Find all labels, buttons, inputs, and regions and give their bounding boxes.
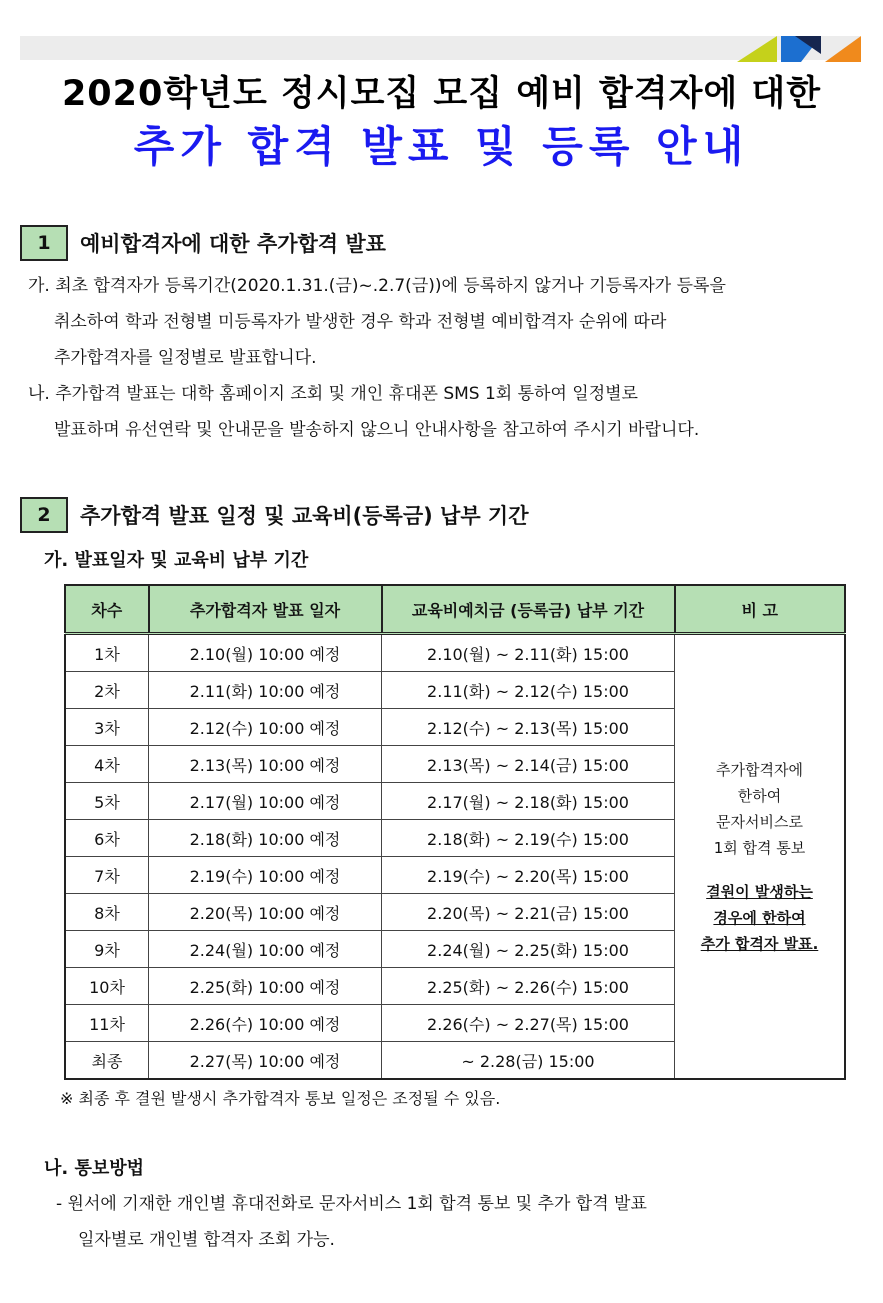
- remarks-line: 1회 합격 통보: [713, 838, 806, 857]
- para-b-line: 나. 추가합격 발표는 대학 홈페이지 조회 및 개인 휴대폰 SMS 1회 통하여 일정별로: [28, 384, 638, 404]
- para-a-line: 가. 최초 합격자가 등록기간(2020.1.31.(금)~.2.7(금))에 등록하지 않거나 기등록자가 등록을: [28, 276, 726, 296]
- remarks-spacer: [675, 861, 844, 879]
- cell-payment-period: ~ 2.28(금) 15:00: [382, 1042, 675, 1080]
- section1-paragraph-a: [28, 268, 873, 376]
- subsection-a-title: 가. 발표일자 및 교육비 납부 기간: [44, 550, 309, 571]
- cell-announce-date: 2.25(화) 10:00 예정: [149, 968, 382, 1005]
- cell-payment-period: 2.24(월) ~ 2.25(화) 15:00: [382, 931, 675, 968]
- method-line: 일자별로 개인별 합격자 조회 가능.: [78, 1230, 335, 1250]
- section2-heading: [20, 497, 529, 533]
- remarks-emphasis-line: 결원이 발생하는: [706, 882, 813, 901]
- cell-payment-period: 2.18(화) ~ 2.19(수) 15:00: [382, 820, 675, 857]
- cell-payment-period: 2.13(목) ~ 2.14(금) 15:00: [382, 746, 675, 783]
- cell-announce-date: 2.11(화) 10:00 예정: [149, 672, 382, 709]
- cell-round: 4차: [65, 746, 149, 783]
- section1-paragraph-b: [28, 376, 873, 448]
- cell-round: 8차: [65, 894, 149, 931]
- remarks-emphasis-wrap: [675, 931, 844, 957]
- header-bar: [20, 36, 860, 60]
- para-a-line: 취소하여 학과 전형별 미등록자가 발생한 경우 학과 전형별 예비합격자 순위에 따라: [54, 312, 667, 332]
- table-row: [65, 634, 845, 672]
- cell-payment-period: 2.10(월) ~ 2.11(화) 15:00: [382, 634, 675, 672]
- cell-payment-period: 2.19(수) ~ 2.20(목) 15:00: [382, 857, 675, 894]
- section1-title: 예비합격자에 대한 추가합격 발표: [80, 232, 386, 256]
- cell-announce-date: 2.19(수) 10:00 예정: [149, 857, 382, 894]
- col-header-payment-period: 교육비예치금 (등록금) 납부 기간: [382, 585, 675, 634]
- cell-announce-date: 2.20(목) 10:00 예정: [149, 894, 382, 931]
- method-line: - 원서에 기재한 개인별 휴대전화로 문자서비스 1회 합격 통보 및 추가 합격 발표: [56, 1194, 647, 1214]
- col-header-remarks: 비 고: [675, 585, 846, 634]
- remarks-line: 한하여: [737, 786, 782, 805]
- cell-round: 9차: [65, 931, 149, 968]
- cell-payment-period: 2.26(수) ~ 2.27(목) 15:00: [382, 1005, 675, 1042]
- col-header-announce-date: 추가합격자 발표 일자: [149, 585, 382, 634]
- remarks-emphasis-line: 경우에 한하여: [713, 908, 806, 927]
- subsection-b-title: 나. 통보방법: [44, 1158, 145, 1179]
- para-b-line: 발표하며 유선연락 및 안내문을 발송하지 않으니 안내사항을 참고하여 주시기 바랍니다.: [54, 420, 700, 440]
- cell-round: 2차: [65, 672, 149, 709]
- page-title-line1: 2020학년도 정시모집 모집 예비 합격자에 대한: [61, 74, 822, 114]
- cell-announce-date: 2.13(목) 10:00 예정: [149, 746, 382, 783]
- cell-announce-date: 2.24(월) 10:00 예정: [149, 931, 382, 968]
- page-title-line2: 추가 합격 발표 및 등록 안내: [133, 122, 750, 171]
- cell-round: 10차: [65, 968, 149, 1005]
- schedule-footnote: ※ 최종 후 결원 발생시 추가합격자 통보 일정은 조정될 수 있음.: [60, 1089, 501, 1108]
- cell-round: 최종: [65, 1042, 149, 1080]
- cell-payment-period: 2.17(월) ~ 2.18(화) 15:00: [382, 783, 675, 820]
- notification-method: [56, 1186, 871, 1258]
- cell-payment-period: 2.11(화) ~ 2.12(수) 15:00: [382, 672, 675, 709]
- section1-number: 1: [20, 225, 68, 261]
- cell-round: 6차: [65, 820, 149, 857]
- cell-round: 1차: [65, 634, 149, 672]
- cell-round: 7차: [65, 857, 149, 894]
- cell-remarks: [675, 634, 846, 1080]
- cell-announce-date: 2.26(수) 10:00 예정: [149, 1005, 382, 1042]
- cell-payment-period: 2.20(목) ~ 2.21(금) 15:00: [382, 894, 675, 931]
- remarks-line: 문자서비스로: [716, 812, 803, 831]
- section1-heading: [20, 225, 386, 261]
- cell-round: 5차: [65, 783, 149, 820]
- cell-announce-date: 2.10(월) 10:00 예정: [149, 634, 382, 672]
- remarks-emphasis-wrap: [675, 905, 844, 931]
- remarks-emphasis-line: 추가 합격자 발표.: [700, 934, 819, 953]
- section2-number: 2: [20, 497, 68, 533]
- university-logo-icon: [737, 36, 861, 62]
- cell-payment-period: 2.12(수) ~ 2.13(목) 15:00: [382, 709, 675, 746]
- remarks-emphasis-wrap: [675, 879, 844, 905]
- cell-payment-period: 2.25(화) ~ 2.26(수) 15:00: [382, 968, 675, 1005]
- section2-title: 추가합격 발표 일정 및 교육비(등록금) 납부 기간: [80, 504, 529, 528]
- cell-round: 3차: [65, 709, 149, 746]
- cell-announce-date: 2.27(목) 10:00 예정: [149, 1042, 382, 1080]
- cell-announce-date: 2.12(수) 10:00 예정: [149, 709, 382, 746]
- para-a-line: 추가합격자를 일정별로 발표합니다.: [54, 348, 317, 368]
- cell-round: 11차: [65, 1005, 149, 1042]
- cell-announce-date: 2.17(월) 10:00 예정: [149, 783, 382, 820]
- remarks-line: 추가합격자에: [716, 760, 803, 779]
- cell-announce-date: 2.18(화) 10:00 예정: [149, 820, 382, 857]
- schedule-table: [64, 584, 846, 1080]
- col-header-round: 차수: [65, 585, 149, 634]
- table-header-row: [65, 585, 845, 634]
